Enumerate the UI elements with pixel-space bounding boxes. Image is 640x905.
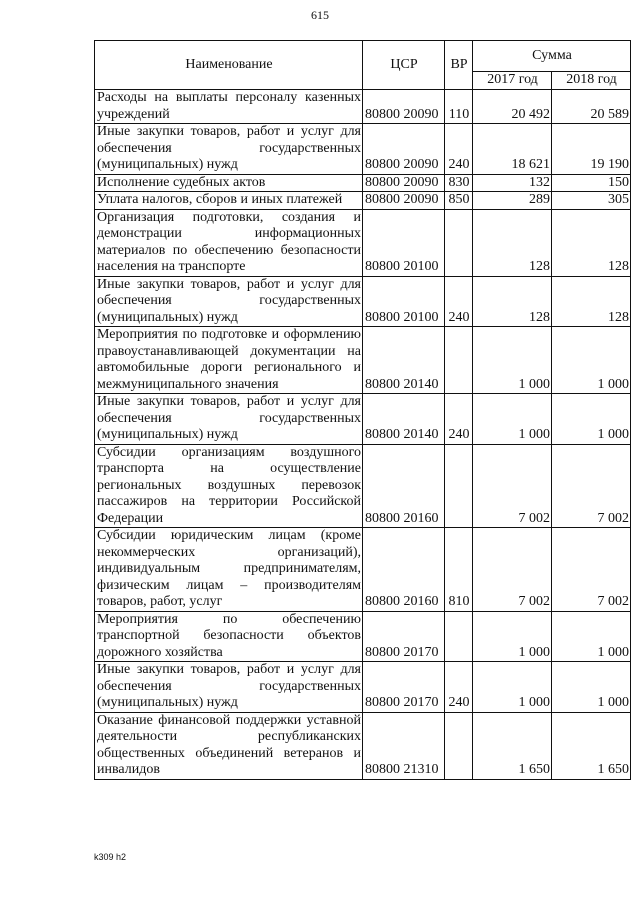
row-vr-cell (445, 209, 473, 276)
table-row (95, 712, 631, 779)
row-csr-cell: 80800 20090 (363, 174, 445, 192)
header-year-2017: 2017 год (473, 72, 552, 90)
row-csr-cell: 80800 20140 (363, 394, 445, 445)
row-name-cell: Мероприятия по подготовке и оформлению правоустанавливающей документации на автомобильные дороги регионального и межмуниципального значения (95, 327, 363, 394)
table-row (95, 528, 631, 612)
table-row (95, 327, 631, 394)
header-row (95, 41, 631, 72)
row-sum-2018-cell: 7 002 (552, 528, 631, 612)
table-row (95, 276, 631, 327)
row-csr-cell: 80800 20170 (363, 662, 445, 713)
row-sum-2017-cell: 7 002 (473, 444, 552, 528)
row-name-cell: Субсидии организациям воздушного транспорта на осуществление региональных воздушных перевозок пассажиров на территории Российской Федерации (95, 444, 363, 528)
row-vr-cell: 810 (445, 528, 473, 612)
row-name-cell: Мероприятия по обеспечению транспортной безопасности объектов дорожного хозяйства (95, 611, 363, 662)
row-csr-cell: 80800 20090 (363, 124, 445, 175)
row-vr-cell (445, 611, 473, 662)
row-sum-2017-cell: 1 650 (473, 712, 552, 779)
page-number: 615 (311, 8, 329, 22)
row-vr-cell (445, 712, 473, 779)
row-name-cell: Исполнение судебных актов (95, 174, 363, 192)
header-vr: ВР (445, 41, 473, 90)
table-row (95, 90, 631, 124)
row-sum-2017-cell: 132 (473, 174, 552, 192)
row-sum-2018-cell: 150 (552, 174, 631, 192)
row-vr-cell (445, 444, 473, 528)
row-name-cell: Иные закупки товаров, работ и услуг для обеспечения государственных (муниципальных) нужд (95, 276, 363, 327)
row-sum-2018-cell: 7 002 (552, 444, 631, 528)
header-sum: Сумма (473, 41, 631, 72)
row-csr-cell: 80800 20090 (363, 90, 445, 124)
row-sum-2017-cell: 1 000 (473, 662, 552, 713)
row-vr-cell: 240 (445, 124, 473, 175)
header-csr: ЦСР (363, 41, 445, 90)
row-csr-cell: 80800 20160 (363, 444, 445, 528)
row-name-cell: Иные закупки товаров, работ и услуг для обеспечения государственных (муниципальных) нужд (95, 394, 363, 445)
row-sum-2018-cell: 128 (552, 276, 631, 327)
row-name-cell: Расходы на выплаты персоналу казенных учреждений (95, 90, 363, 124)
row-csr-cell: 80800 21310 (363, 712, 445, 779)
row-sum-2017-cell: 7 002 (473, 528, 552, 612)
row-vr-cell: 830 (445, 174, 473, 192)
row-sum-2017-cell: 20 492 (473, 90, 552, 124)
budget-table (94, 40, 631, 780)
row-name-cell: Иные закупки товаров, работ и услуг для обеспечения государственных (муниципальных) нужд (95, 124, 363, 175)
row-sum-2018-cell: 1 650 (552, 712, 631, 779)
row-sum-2017-cell: 18 621 (473, 124, 552, 175)
row-name-cell: Оказание финансовой поддержки уставной деятельности республиканских общественных объединений ветеранов и инвалидов (95, 712, 363, 779)
row-name-cell: Уплата налогов, сборов и иных платежей (95, 192, 363, 210)
table-row (95, 192, 631, 210)
row-vr-cell: 240 (445, 276, 473, 327)
row-sum-2017-cell: 128 (473, 276, 552, 327)
table-row (95, 662, 631, 713)
row-sum-2018-cell: 1 000 (552, 327, 631, 394)
row-sum-2017-cell: 1 000 (473, 611, 552, 662)
row-vr-cell: 240 (445, 394, 473, 445)
row-csr-cell: 80800 20100 (363, 209, 445, 276)
row-sum-2018-cell: 1 000 (552, 394, 631, 445)
row-vr-cell: 240 (445, 662, 473, 713)
row-vr-cell (445, 327, 473, 394)
row-sum-2018-cell: 128 (552, 209, 631, 276)
table-row (95, 209, 631, 276)
row-sum-2018-cell: 19 190 (552, 124, 631, 175)
row-name-cell: Субсидии юридическим лицам (кроме некоммерческих организаций), индивидуальным предпринимателям, физическим лицам – производителям товаров, работ, услуг (95, 528, 363, 612)
row-sum-2017-cell: 1 000 (473, 394, 552, 445)
row-sum-2018-cell: 305 (552, 192, 631, 210)
table-row (95, 394, 631, 445)
table-row (95, 444, 631, 528)
header-year-2018: 2018 год (552, 72, 631, 90)
table-row (95, 611, 631, 662)
row-sum-2018-cell: 20 589 (552, 90, 631, 124)
row-vr-cell: 850 (445, 192, 473, 210)
row-csr-cell: 80800 20170 (363, 611, 445, 662)
row-sum-2017-cell: 1 000 (473, 327, 552, 394)
row-csr-cell: 80800 20160 (363, 528, 445, 612)
row-name-cell: Организация подготовки, создания и демонстрации информационных материалов по обеспечению безопасности населения на транспорте (95, 209, 363, 276)
row-csr-cell: 80800 20090 (363, 192, 445, 210)
table-row (95, 124, 631, 175)
row-csr-cell: 80800 20100 (363, 276, 445, 327)
row-sum-2017-cell: 128 (473, 209, 552, 276)
row-sum-2018-cell: 1 000 (552, 611, 631, 662)
footer-code: k309 h2 (94, 852, 127, 862)
table-body (95, 90, 631, 780)
row-vr-cell: 110 (445, 90, 473, 124)
row-csr-cell: 80800 20140 (363, 327, 445, 394)
row-name-cell: Иные закупки товаров, работ и услуг для обеспечения государственных (муниципальных) нужд (95, 662, 363, 713)
header-name: Наименование (95, 41, 363, 90)
row-sum-2018-cell: 1 000 (552, 662, 631, 713)
row-sum-2017-cell: 289 (473, 192, 552, 210)
table-row (95, 174, 631, 192)
